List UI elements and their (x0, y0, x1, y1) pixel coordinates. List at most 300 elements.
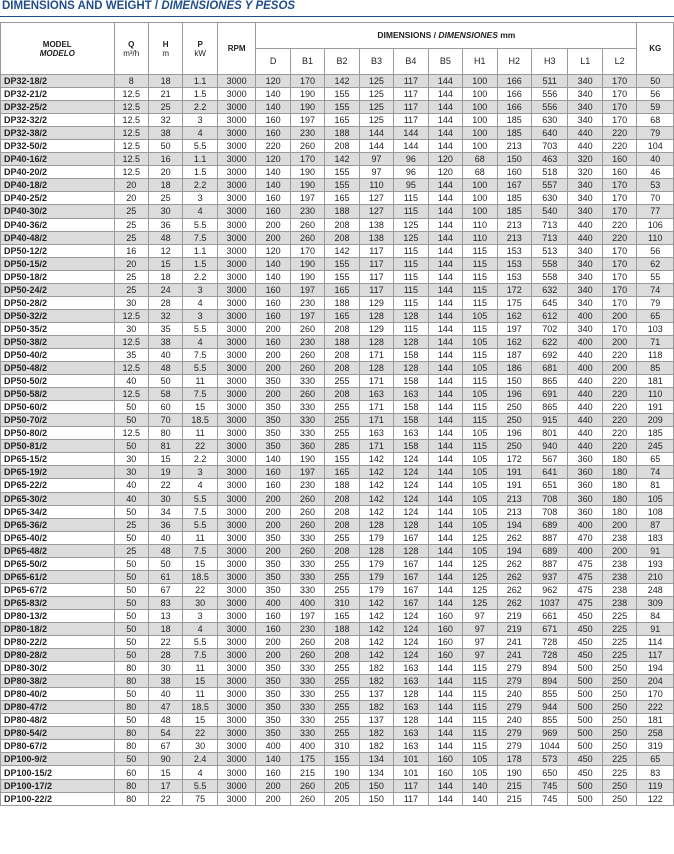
cell-d: 350 (256, 557, 290, 570)
cell-d: 140 (256, 257, 290, 270)
cell-b3: 128 (359, 362, 393, 375)
cell-b1: 330 (290, 688, 324, 701)
cell-kg: 117 (637, 649, 674, 662)
cell-d: 160 (256, 622, 290, 635)
cell-b5: 144 (428, 296, 462, 309)
table-row (1, 505, 674, 518)
cell-b5: 144 (428, 740, 462, 753)
cell-d: 400 (256, 596, 290, 609)
cell-b4: 163 (394, 727, 428, 740)
cell-b4: 115 (394, 244, 428, 257)
cell-b1: 260 (290, 348, 324, 361)
cell-q: 20 (114, 257, 148, 270)
cell-h3: 745 (531, 779, 567, 792)
cell-b2: 165 (325, 114, 359, 127)
cell-b3: 128 (359, 518, 393, 531)
cell-h: 50 (148, 557, 182, 570)
cell-b1: 260 (290, 649, 324, 662)
cell-model: DP80-22/2 (1, 636, 115, 649)
cell-h2: 215 (497, 779, 531, 792)
cell-b1: 230 (290, 127, 324, 140)
header-model-es: MODELO (39, 48, 75, 58)
cell-h: 15 (148, 257, 182, 270)
cell-l1: 340 (568, 205, 602, 218)
cell-b3: 134 (359, 753, 393, 766)
cell-b4: 117 (394, 88, 428, 101)
table-row (1, 283, 674, 296)
cell-b3: 129 (359, 296, 393, 309)
cell-d: 140 (256, 88, 290, 101)
cell-b3: 125 (359, 88, 393, 101)
cell-h1: 105 (463, 388, 497, 401)
cell-b2: 208 (325, 140, 359, 153)
cell-h2: 167 (497, 179, 531, 192)
cell-b4: 167 (394, 531, 428, 544)
cell-b2: 255 (325, 414, 359, 427)
cell-h3: 894 (531, 662, 567, 675)
header-model-en: MODEL (42, 39, 72, 49)
cell-rpm: 3000 (217, 649, 256, 662)
cell-l2: 170 (602, 244, 637, 257)
cell-d: 350 (256, 440, 290, 453)
cell-b2: 208 (325, 388, 359, 401)
cell-b3: 171 (359, 375, 393, 388)
cell-b4: 128 (394, 309, 428, 322)
cell-kg: 74 (637, 283, 674, 296)
cell-p: 3 (183, 466, 217, 479)
cell-h1: 115 (463, 440, 497, 453)
cell-p: 2.2 (183, 270, 217, 283)
cell-model: DP50-81/2 (1, 440, 115, 453)
cell-b2: 255 (325, 401, 359, 414)
cell-p: 2.2 (183, 179, 217, 192)
cell-kg: 56 (637, 244, 674, 257)
cell-l1: 475 (568, 570, 602, 583)
cell-rpm: 3000 (217, 348, 256, 361)
cell-d: 200 (256, 505, 290, 518)
cell-b3: 117 (359, 257, 393, 270)
cell-kg: 210 (637, 570, 674, 583)
cell-rpm: 3000 (217, 636, 256, 649)
cell-l2: 220 (602, 218, 637, 231)
cell-b3: 179 (359, 557, 393, 570)
cell-h2: 240 (497, 714, 531, 727)
cell-b5: 144 (428, 88, 462, 101)
cell-b3: 179 (359, 583, 393, 596)
cell-l2: 200 (602, 309, 637, 322)
cell-b5: 144 (428, 479, 462, 492)
cell-h2: 150 (497, 375, 531, 388)
cell-q: 50 (114, 557, 148, 570)
cell-h3: 801 (531, 427, 567, 440)
cell-l2: 170 (602, 296, 637, 309)
cell-b5: 144 (428, 140, 462, 153)
cell-q: 30 (114, 322, 148, 335)
cell-rpm: 3000 (217, 283, 256, 296)
cell-l2: 160 (602, 166, 637, 179)
cell-l1: 400 (568, 544, 602, 557)
cell-model: DP65-34/2 (1, 505, 115, 518)
cell-b4: 163 (394, 740, 428, 753)
cell-h: 40 (148, 531, 182, 544)
cell-kg: 65 (637, 309, 674, 322)
cell-h1: 115 (463, 296, 497, 309)
cell-l2: 238 (602, 531, 637, 544)
cell-h2: 213 (497, 218, 531, 231)
header-q-label: Q (128, 39, 135, 49)
cell-d: 140 (256, 753, 290, 766)
cell-h: 25 (148, 101, 182, 114)
cell-p: 18.5 (183, 414, 217, 427)
table-row (1, 492, 674, 505)
cell-b2: 255 (325, 375, 359, 388)
cell-b2: 155 (325, 88, 359, 101)
cell-b5: 144 (428, 662, 462, 675)
cell-b3: 125 (359, 101, 393, 114)
cell-b1: 330 (290, 427, 324, 440)
cell-b1: 330 (290, 583, 324, 596)
cell-q: 12.5 (114, 101, 148, 114)
cell-b1: 260 (290, 492, 324, 505)
cell-h: 22 (148, 636, 182, 649)
cell-h3: 641 (531, 466, 567, 479)
cell-h1: 115 (463, 322, 497, 335)
cell-h: 32 (148, 114, 182, 127)
cell-q: 80 (114, 701, 148, 714)
cell-h1: 115 (463, 675, 497, 688)
cell-h: 16 (148, 153, 182, 166)
cell-b1: 197 (290, 192, 324, 205)
cell-b5: 144 (428, 401, 462, 414)
cell-d: 120 (256, 244, 290, 257)
cell-b2: 285 (325, 440, 359, 453)
cell-h2: 262 (497, 583, 531, 596)
cell-b5: 120 (428, 166, 462, 179)
cell-l2: 180 (602, 505, 637, 518)
cell-p: 18.5 (183, 570, 217, 583)
cell-h2: 166 (497, 101, 531, 114)
cell-q: 50 (114, 636, 148, 649)
cell-q: 50 (114, 583, 148, 596)
cell-kg: 103 (637, 322, 674, 335)
cell-model: DP40-25/2 (1, 192, 115, 205)
table-row (1, 309, 674, 322)
cell-h2: 219 (497, 622, 531, 635)
table-row (1, 88, 674, 101)
cell-b2: 142 (325, 75, 359, 88)
cell-l2: 180 (602, 466, 637, 479)
cell-h2: 194 (497, 518, 531, 531)
table-row (1, 270, 674, 283)
cell-q: 25 (114, 205, 148, 218)
cell-l1: 440 (568, 401, 602, 414)
cell-h2: 166 (497, 75, 531, 88)
cell-q: 12.5 (114, 127, 148, 140)
cell-p: 30 (183, 740, 217, 753)
cell-q: 50 (114, 440, 148, 453)
cell-h1: 115 (463, 414, 497, 427)
cell-d: 160 (256, 192, 290, 205)
cell-h1: 105 (463, 453, 497, 466)
cell-b4: 124 (394, 622, 428, 635)
cell-h1: 97 (463, 636, 497, 649)
cell-l2: 238 (602, 557, 637, 570)
cell-kg: 91 (637, 544, 674, 557)
cell-d: 200 (256, 388, 290, 401)
cell-h2: 185 (497, 127, 531, 140)
cell-b5: 144 (428, 492, 462, 505)
cell-p: 5.5 (183, 492, 217, 505)
header-rpm (217, 23, 256, 75)
cell-h3: 937 (531, 570, 567, 583)
cell-b2: 255 (325, 714, 359, 727)
cell-b2: 208 (325, 636, 359, 649)
cell-d: 160 (256, 296, 290, 309)
cell-b2: 208 (325, 649, 359, 662)
cell-l1: 340 (568, 179, 602, 192)
cell-h2: 279 (497, 675, 531, 688)
cell-b3: 125 (359, 75, 393, 88)
cell-b4: 115 (394, 296, 428, 309)
cell-b3: 171 (359, 440, 393, 453)
cell-b2: 255 (325, 557, 359, 570)
cell-rpm: 3000 (217, 753, 256, 766)
cell-b1: 260 (290, 518, 324, 531)
cell-l2: 170 (602, 270, 637, 283)
cell-l2: 180 (602, 492, 637, 505)
cell-q: 20 (114, 192, 148, 205)
cell-model: DP32-21/2 (1, 88, 115, 101)
table-row (1, 570, 674, 583)
table-row (1, 166, 674, 179)
cell-b3: 142 (359, 453, 393, 466)
cell-l2: 220 (602, 440, 637, 453)
cell-h3: 630 (531, 114, 567, 127)
cell-d: 200 (256, 322, 290, 335)
cell-l2: 220 (602, 140, 637, 153)
cell-b2: 188 (325, 296, 359, 309)
cell-h1: 105 (463, 309, 497, 322)
dimensions-table (0, 22, 674, 806)
cell-b2: 165 (325, 466, 359, 479)
table-row (1, 622, 674, 635)
cell-h: 36 (148, 518, 182, 531)
cell-q: 50 (114, 714, 148, 727)
table-row (1, 583, 674, 596)
cell-h2: 279 (497, 727, 531, 740)
cell-b1: 190 (290, 257, 324, 270)
cell-q: 80 (114, 740, 148, 753)
title-italic: DIMENSIONES Y PESOS (161, 0, 296, 12)
cell-p: 1.1 (183, 75, 217, 88)
cell-kg: 104 (637, 140, 674, 153)
cell-h3: 567 (531, 453, 567, 466)
cell-b4: 115 (394, 322, 428, 335)
cell-l2: 200 (602, 518, 637, 531)
cell-h1: 100 (463, 127, 497, 140)
cell-rpm: 3000 (217, 479, 256, 492)
cell-p: 7.5 (183, 348, 217, 361)
cell-b3: 142 (359, 596, 393, 609)
cell-kg: 55 (637, 270, 674, 283)
cell-d: 160 (256, 283, 290, 296)
cell-l1: 340 (568, 75, 602, 88)
cell-p: 4 (183, 205, 217, 218)
cell-h: 18 (148, 270, 182, 283)
cell-p: 2.4 (183, 753, 217, 766)
cell-h2: 150 (497, 153, 531, 166)
table-row (1, 714, 674, 727)
header-dim-l1: L1 (568, 49, 602, 75)
cell-model: DP32-50/2 (1, 140, 115, 153)
cell-h3: 612 (531, 309, 567, 322)
cell-p: 7.5 (183, 649, 217, 662)
cell-b2: 155 (325, 101, 359, 114)
cell-b3: 150 (359, 779, 393, 792)
cell-l2: 250 (602, 688, 637, 701)
cell-d: 140 (256, 453, 290, 466)
cell-b2: 310 (325, 596, 359, 609)
cell-h3: 728 (531, 636, 567, 649)
cell-kg: 106 (637, 218, 674, 231)
cell-h3: 940 (531, 440, 567, 453)
cell-l1: 440 (568, 375, 602, 388)
cell-l1: 450 (568, 622, 602, 635)
table-row (1, 192, 674, 205)
cell-kg: 59 (637, 101, 674, 114)
cell-b1: 190 (290, 453, 324, 466)
cell-l2: 170 (602, 322, 637, 335)
table-row (1, 231, 674, 244)
cell-b5: 144 (428, 218, 462, 231)
cell-l1: 450 (568, 609, 602, 622)
cell-b1: 330 (290, 557, 324, 570)
cell-l2: 220 (602, 348, 637, 361)
cell-rpm: 3000 (217, 244, 256, 257)
table-row (1, 335, 674, 348)
cell-model: DP65-48/2 (1, 544, 115, 557)
cell-rpm: 3000 (217, 127, 256, 140)
cell-h2: 186 (497, 362, 531, 375)
cell-h2: 153 (497, 270, 531, 283)
cell-h2: 194 (497, 544, 531, 557)
cell-b5: 144 (428, 453, 462, 466)
cell-d: 140 (256, 270, 290, 283)
table-row (1, 479, 674, 492)
cell-kg: 74 (637, 466, 674, 479)
cell-h3: 661 (531, 609, 567, 622)
cell-model: DP65-67/2 (1, 583, 115, 596)
cell-h2: 262 (497, 531, 531, 544)
cell-l1: 440 (568, 440, 602, 453)
cell-q: 12.5 (114, 362, 148, 375)
cell-b1: 175 (290, 753, 324, 766)
cell-b4: 144 (394, 140, 428, 153)
cell-kg: 85 (637, 362, 674, 375)
cell-b3: 142 (359, 609, 393, 622)
cell-b3: 129 (359, 322, 393, 335)
cell-l2: 170 (602, 283, 637, 296)
cell-l2: 170 (602, 75, 637, 88)
cell-h1: 110 (463, 218, 497, 231)
cell-rpm: 3000 (217, 231, 256, 244)
cell-d: 160 (256, 309, 290, 322)
cell-h1: 115 (463, 714, 497, 727)
cell-h2: 262 (497, 570, 531, 583)
cell-h: 48 (148, 362, 182, 375)
cell-d: 200 (256, 636, 290, 649)
header-dim-d: D (256, 49, 290, 75)
cell-p: 3 (183, 192, 217, 205)
cell-q: 25 (114, 270, 148, 283)
cell-b5: 144 (428, 779, 462, 792)
cell-h3: 887 (531, 531, 567, 544)
cell-model: DP50-38/2 (1, 335, 115, 348)
cell-h: 54 (148, 727, 182, 740)
cell-l2: 225 (602, 753, 637, 766)
cell-b1: 330 (290, 375, 324, 388)
cell-h3: 632 (531, 283, 567, 296)
cell-l2: 170 (602, 257, 637, 270)
cell-d: 400 (256, 740, 290, 753)
cell-h: 58 (148, 388, 182, 401)
cell-h3: 650 (531, 766, 567, 779)
cell-h2: 250 (497, 414, 531, 427)
cell-b5: 144 (428, 205, 462, 218)
cell-h1: 100 (463, 88, 497, 101)
cell-q: 40 (114, 375, 148, 388)
cell-b1: 170 (290, 244, 324, 257)
cell-model: DP50-58/2 (1, 388, 115, 401)
cell-l2: 220 (602, 375, 637, 388)
cell-b2: 155 (325, 753, 359, 766)
cell-d: 160 (256, 205, 290, 218)
table-row (1, 518, 674, 531)
cell-rpm: 3000 (217, 505, 256, 518)
cell-q: 12.5 (114, 153, 148, 166)
cell-h1: 115 (463, 257, 497, 270)
page-title (2, 0, 295, 14)
cell-b3: 171 (359, 401, 393, 414)
cell-d: 350 (256, 414, 290, 427)
cell-l1: 450 (568, 753, 602, 766)
cell-d: 140 (256, 166, 290, 179)
cell-d: 220 (256, 140, 290, 153)
cell-h1: 110 (463, 231, 497, 244)
cell-b2: 255 (325, 675, 359, 688)
cell-q: 30 (114, 296, 148, 309)
cell-b5: 144 (428, 531, 462, 544)
cell-kg: 53 (637, 179, 674, 192)
cell-b2: 188 (325, 335, 359, 348)
table-row (1, 662, 674, 675)
cell-b2: 255 (325, 531, 359, 544)
cell-model: DP32-38/2 (1, 127, 115, 140)
cell-b3: 142 (359, 466, 393, 479)
cell-b1: 190 (290, 101, 324, 114)
cell-h2: 178 (497, 753, 531, 766)
cell-h2: 213 (497, 505, 531, 518)
cell-d: 200 (256, 792, 290, 805)
cell-b1: 330 (290, 531, 324, 544)
cell-h3: 855 (531, 714, 567, 727)
cell-l2: 170 (602, 192, 637, 205)
cell-h3: 645 (531, 296, 567, 309)
table-row (1, 362, 674, 375)
cell-b1: 230 (290, 335, 324, 348)
cell-h: 83 (148, 596, 182, 609)
cell-b3: 182 (359, 727, 393, 740)
